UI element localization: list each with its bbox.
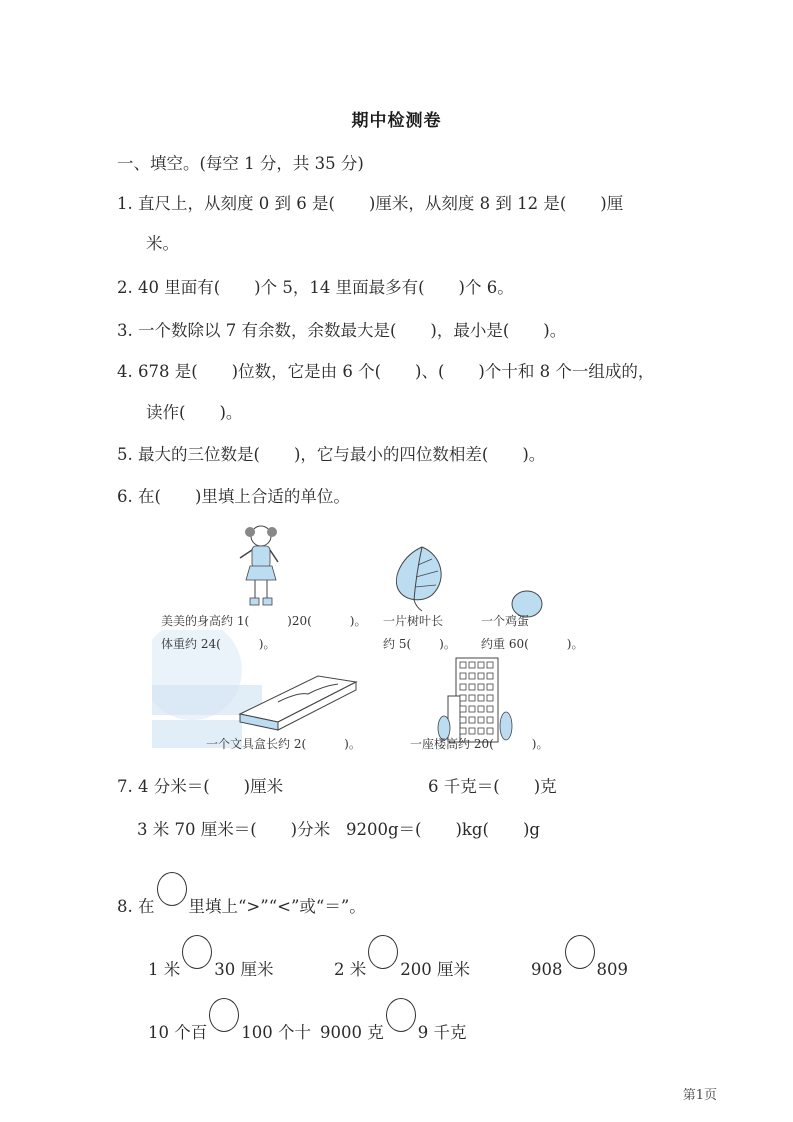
page-title: 期中检测卷: [351, 111, 442, 131]
question-3: 3. 一个数除以 7 有余数，余数最大是( )，最小是( )。: [117, 321, 567, 340]
question-8: 8. 在 里填上“>”“<”或“＝”。: [117, 872, 366, 917]
item-girl-weight: 体重约 24( )。: [161, 637, 276, 651]
compare-item-4: 10 个百 100 个十: [148, 998, 311, 1043]
question-4-cont: 读作( )。: [146, 403, 243, 422]
question-5: 5. 最大的三位数是( )，它与最小的四位数相差( )。: [117, 445, 546, 464]
question-4: 4. 678 是( )位数，它是由 6 个( )、( )个十和 8 个一组成的，: [117, 362, 655, 381]
compare-item-5: 9000 克 9 千克: [320, 998, 467, 1043]
item-girl-height: 美美的身高约 1( )20( )。: [161, 614, 367, 628]
question-1: 1. 直尺上，从刻度 0 到 6 是( )厘米，从刻度 8 到 12 是( )厘: [117, 194, 624, 213]
girl-icon: [236, 522, 286, 612]
compare-circle-icon: [157, 872, 187, 906]
item-leaf: 约 5( )。: [383, 637, 456, 651]
item-pencil-box: 一个文具盒长约 2( )。: [206, 737, 361, 751]
compare-circle-input[interactable]: [368, 935, 398, 969]
page-number: 第1页: [682, 1088, 717, 1103]
question-1-cont: 米。: [146, 234, 179, 253]
question-7-d: 9200g＝( )kg( )g: [346, 820, 540, 839]
compare-item-3: 908 809: [531, 935, 628, 979]
compare-circle-input[interactable]: [386, 998, 416, 1032]
compare-item-2: 2 米 200 厘米: [334, 935, 470, 980]
compare-item-1: 1 米 30 厘米: [148, 935, 274, 980]
compare-circle-input[interactable]: [182, 935, 212, 969]
question-6: 6. 在( )里填上合适的单位。: [117, 487, 350, 506]
section-heading: 一、填空。(每空 1 分，共 35 分): [117, 154, 364, 173]
item-leaf-label: 一片树叶长: [383, 614, 444, 628]
question-7-a: 7. 4 分米＝( )厘米: [117, 777, 284, 796]
building-icon: [436, 656, 516, 746]
item-egg-label: 一个鸡蛋: [481, 614, 530, 628]
item-building: 一座楼高约 20( )。: [410, 737, 549, 751]
question-2: 2. 40 里面有( )个 5，14 里面最多有( )个 6。: [117, 278, 514, 297]
leaf-icon: [392, 545, 452, 615]
compare-circle-input[interactable]: [565, 935, 595, 969]
question-7-b: 6 千克＝( )克: [428, 777, 557, 796]
item-egg: 约重 60( )。: [481, 637, 584, 651]
question-7-c: 3 米 70 厘米＝( )分米: [137, 820, 331, 839]
pencil-box-icon: [238, 672, 358, 732]
compare-circle-input[interactable]: [209, 998, 239, 1032]
